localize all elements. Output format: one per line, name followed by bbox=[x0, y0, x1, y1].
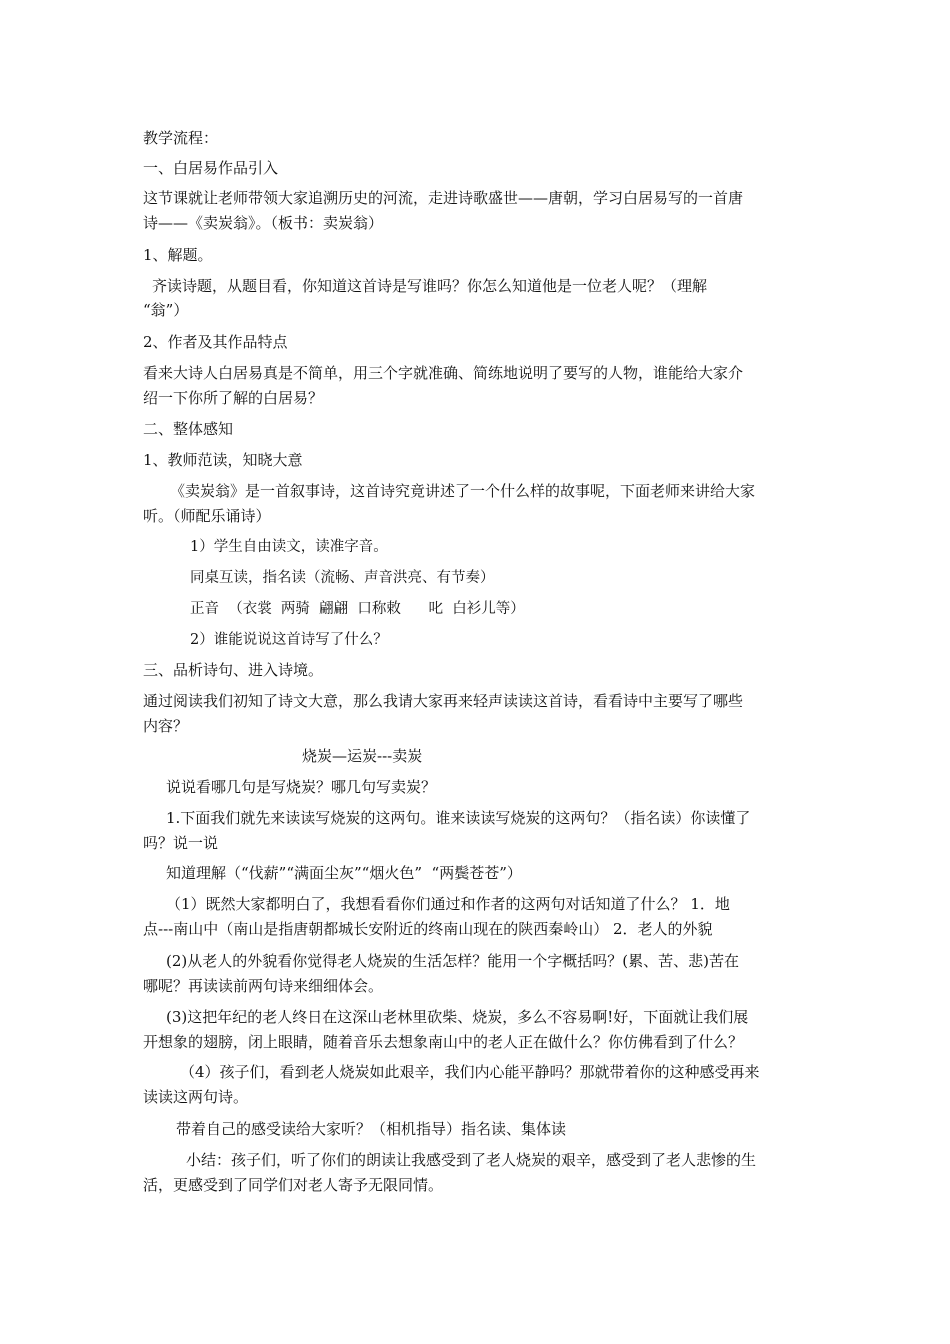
paragraph-line: (3)这把年纪的老人终日在这深山老林里砍柴、烧炭，多么不容易啊!好，下面就让我们展 bbox=[166, 1008, 749, 1026]
section-3-heading: 三、品析诗句、进入诗境。 bbox=[143, 661, 324, 679]
paragraph-line: 活，更感受到了同学们对老人寄予无限同情。 bbox=[143, 1176, 444, 1194]
paragraph-line: 带着自己的感受读给大家听？（相机指导）指名读、集体读 bbox=[176, 1120, 567, 1138]
flow-title: 教学流程： bbox=[143, 129, 219, 147]
paragraph-line: 知道理解（“伐薪”“满面尘灰”“烟火色” “两鬓苍苍”） bbox=[166, 864, 522, 882]
paragraph-line: （4）孩子们，看到老人烧炭如此艰辛，我们内心能平静吗？那就带着你的这种感受再来 bbox=[180, 1063, 760, 1081]
sub-item: 正音 （衣裳 两骑 翩翩 口称敕 叱 白衫儿等） bbox=[190, 601, 525, 617]
paragraph-line: 小结：孩子们，听了你们的朗读让我感受到了老人烧炭的艰辛，感受到了老人悲惨的生 bbox=[186, 1151, 757, 1169]
item-heading: 2、作者及其作品特点 bbox=[143, 333, 288, 351]
sub-item: 1）学生自由读文，读准字音。 bbox=[190, 539, 388, 555]
centered-line: 烧炭—运炭---卖炭 bbox=[302, 747, 423, 765]
sub-item: 同桌互读，指名读（流畅、声音洪亮、有节奏） bbox=[190, 570, 495, 586]
paragraph-line: 听。（师配乐诵诗） bbox=[143, 507, 271, 525]
paragraph-line: 绍一下你所了解的白居易？ bbox=[143, 389, 324, 407]
paragraph-line: 1.下面我们就先来读读写烧炭的这两句。谁来读读写烧炭的这两句？（指名读）你读懂了 bbox=[166, 809, 751, 827]
paragraph-line: 吗？说一说 bbox=[143, 834, 219, 852]
paragraph-line: 读读这两句诗。 bbox=[143, 1088, 249, 1106]
paragraph-line: 哪呢？再读读前两句诗来细细体会。 bbox=[143, 977, 384, 995]
paragraph-line: （1）既然大家都明白了，我想看看你们通过和作者的这两句对话知道了什么？ 1．地 bbox=[166, 895, 730, 913]
item-heading: 1、解题。 bbox=[143, 246, 213, 264]
paragraph-line: 齐读诗题，从题目看，你知道这首诗是写谁吗？你怎么知道他是一位老人呢？（理解 bbox=[152, 277, 708, 295]
section-2-heading: 二、整体感知 bbox=[143, 420, 234, 438]
paragraph-line: 通过阅读我们初知了诗文大意，那么我请大家再来轻声读读这首诗，看看诗中主要写了哪些 bbox=[143, 692, 744, 710]
item-heading: 1、教师范读，知晓大意 bbox=[143, 451, 303, 469]
paragraph-line: 《卖炭翁》是一首叙事诗，这首诗究竟讲述了一个什么样的故事呢，下面老师来讲给大家 bbox=[170, 482, 756, 500]
sub-item: 2）谁能说说这首诗写了什么？ bbox=[190, 632, 388, 648]
paragraph-line: 诗——《卖炭翁》。（板书：卖炭翁） bbox=[143, 214, 384, 232]
paragraph-line: “翁”） bbox=[143, 301, 189, 319]
paragraph-line: 这节课就让老师带领大家追溯历史的河流，走进诗歌盛世——唐朝，学习白居易写的一首唐 bbox=[143, 189, 744, 207]
paragraph-line: 看来大诗人白居易真是不简单，用三个字就准确、简练地说明了要写的人物，谁能给大家介 bbox=[143, 364, 744, 382]
paragraph-line: 说说看哪几句是写烧炭？哪几句写卖炭？ bbox=[166, 778, 437, 796]
paragraph-line: 开想象的翅膀，闭上眼睛，随着音乐去想象南山中的老人正在做什么？你仿佛看到了什么？ bbox=[143, 1033, 744, 1051]
section-1-heading: 一、白居易作品引入 bbox=[143, 159, 279, 177]
paragraph-line: (2)从老人的外貌看你觉得老人烧炭的生活怎样？能用一个字概括吗？(累、苦、悲)苦在 bbox=[166, 952, 739, 970]
paragraph-line: 点---南山中（南山是指唐朝都城长安附近的终南山现在的陕西秦岭山） 2．老人的外貌 bbox=[143, 920, 713, 938]
paragraph-line: 内容？ bbox=[143, 717, 189, 735]
